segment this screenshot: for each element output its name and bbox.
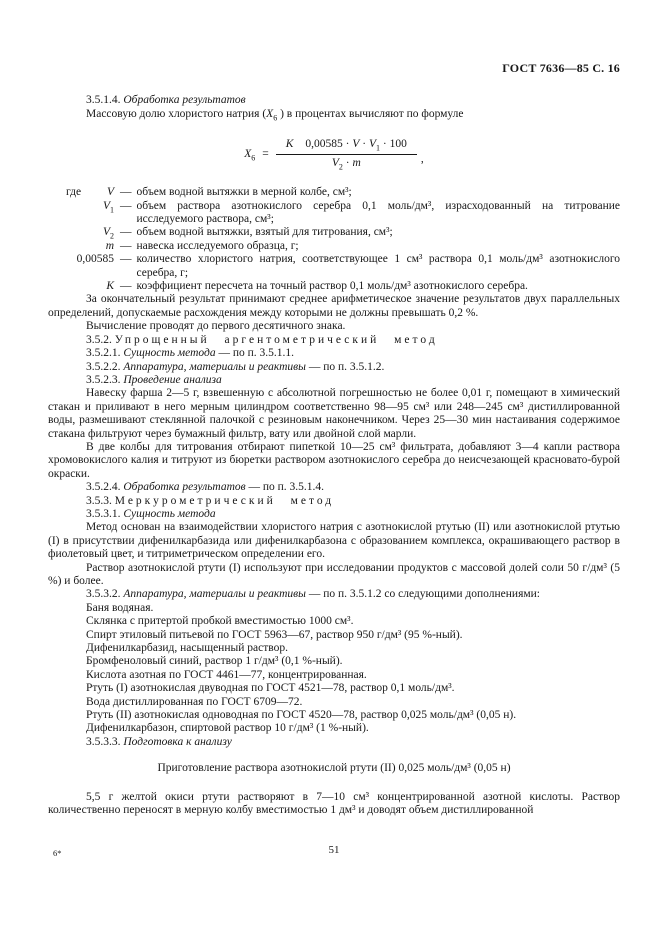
where-row [48, 240, 620, 253]
reagent-line: Дифенилкарбазон, спиртовой раствор 10 г/дм³ (1 %-ный). [86, 722, 369, 735]
section-suffix: — по п. 3.5.1.2 со следующими дополнениями: [305, 588, 540, 601]
paragraph-final-result: За окончательный результат принимают среднее арифметическое значение результатов двух параллельных определений, допускаемые расхождения между которыми не должны превышать 0,2 %. [48, 293, 620, 319]
formula [48, 134, 620, 174]
where-dash: — [120, 226, 132, 239]
reagent-line: Вода дистиллированная по ГОСТ 6709—72. [86, 695, 303, 708]
where-dash: — [120, 199, 132, 212]
where-term: $V_2$ [102, 226, 114, 241]
where-row [48, 200, 620, 227]
paragraph-rastvor: Раствор азотнокислой ртути (I) используют при исследовании продуктов с массовой долей соли 50 г/дм³ (5 %) и более. [48, 561, 620, 587]
where-row [48, 186, 620, 199]
section-3-5-2-4-heading [48, 481, 620, 494]
reagent-line: Склянка с притертой пробкой вместимостью 1000 см³. [86, 615, 354, 628]
section-number: 3.5.2.1. [86, 347, 121, 360]
numerator-100: · 100 [380, 138, 407, 151]
numerator-v1: V [369, 138, 377, 151]
section-suffix: — по п. 3.5.1.2. [305, 360, 385, 373]
reagent-line: Ртуть (I) азотнокислая двуводная по ГОСТ 4521—78, раствор 0,1 моль/дм³. [86, 682, 455, 695]
intro-post: ) в процентах вычисляют по формуле [277, 107, 464, 120]
section-title: Сущность метода [123, 347, 216, 360]
section-3-5-2-3-heading [48, 374, 620, 387]
where-dash: — [120, 239, 132, 252]
section-number: 3.5.2. [86, 333, 112, 346]
section-title: Меркурометрический метод [114, 494, 335, 507]
where-prefix: где [66, 186, 82, 199]
section-3-5-3-3-heading [48, 736, 620, 749]
where-row [48, 253, 620, 280]
reagent-line: Ртуть (II) азотнокислая одноводная по ГОСТ 4520—78, раствор 0,025 моль/дм³ (0,05 н). [86, 709, 517, 722]
section-number: 3.5.2.4. [86, 481, 121, 494]
section-title: Проведение анализа [123, 373, 222, 386]
paragraph-calculation: Вычисление проводят до первого десятичного знака. [86, 320, 346, 333]
paragraph-metod: Метод основан на взаимодействии хлористого натрия с азотнокислой ртутью (II) или азотнокислой ртутью (I) в присутствии дифенилкарбазида или дифенилкарбазона с образованием комплекса, окрашивающего раствор в фиолетовый цвет, и титриметрическом определении его. [48, 521, 620, 561]
section-3-5-2-2-heading [48, 361, 620, 374]
where-term: m [105, 239, 114, 252]
fraction [276, 138, 417, 170]
where-definition: объем раствора азотнокислого серебра 0,1 моль/дм³, израсходованный на титрование исследуемого раствора, см³; [136, 199, 620, 226]
where-definition: объем водной вытяжки, взятый для титрования, см³; [136, 226, 393, 239]
numerator-v: V [352, 138, 360, 151]
where-row [48, 226, 620, 239]
page-header [48, 0, 620, 75]
reagent-line: Бромфеноловый синий, раствор 1 г/дм³ (0,1 %-ный). [86, 655, 343, 668]
fraction-denominator [276, 155, 417, 170]
reagent-line: Дифенилкарбазид, насыщенный раствор. [86, 642, 288, 655]
where-term: 0,00585 [76, 253, 114, 266]
section-title: Аппаратура, материалы и реактивы [123, 588, 306, 601]
where-term: V [106, 186, 114, 199]
section-title: Сущность метода [123, 507, 216, 520]
page-number: 51 [328, 844, 340, 856]
section-title: Упрощенный аргентометрический метод [114, 333, 438, 346]
section-3-5-1-4-heading [48, 94, 620, 107]
section-number: 3.5.2.2. [86, 360, 121, 373]
section-3-5-3-1-heading [48, 508, 620, 521]
numerator-dot: · [359, 138, 370, 151]
paragraph-navesku: Навеску фарша 2—5 г, взвешенную с абсолютной погрешностью не более 0,01 г, помещают в химический стакан и приливают в него мерным цилиндром соответственно 98—95 см³ или 248—245 см³ дистиллированной воды, размешивают стеклянной палочкой с резиновым наконечником. Через 25—30 мин настаивания содержимое стакана фильтруют через бумажный фильтр, вату или двойной слой марли. [48, 387, 620, 440]
gost-header-text: ГОСТ 7636—85 С. 16 [502, 61, 620, 75]
section-3-5-3-2-heading [48, 588, 620, 601]
where-definition: количество хлористого натрия, соответствующее 1 см³ раствора 0,1 моль/дм³ азотнокислого серебра, г; [136, 253, 620, 279]
section-number: 3.5.3.3. [86, 735, 121, 748]
where-definition: коэффициент пересчета на точный раствор 0,1 моль/дм³ азотнокислого серебра. [136, 280, 528, 293]
section-number: 3.5.1.4. [86, 94, 121, 107]
reagent-line: Спирт этиловый питьевой по ГОСТ 5963—67, раствор 950 г/дм³ (95 %-ный). [86, 628, 463, 641]
where-dash: — [120, 280, 132, 293]
section-title: Подготовка к анализу [123, 735, 232, 748]
equals-sign: = [262, 147, 269, 160]
where-dash: — [120, 186, 132, 199]
denominator-v2-sub: 2 [338, 162, 343, 172]
formula-lhs-sub: 6 [251, 152, 256, 162]
denominator-m: m [352, 156, 361, 169]
intro-variable: X [266, 107, 274, 120]
formula-lhs [244, 148, 255, 161]
denominator-dot: · [342, 156, 353, 169]
section-3-5-2-heading [48, 334, 620, 347]
numerator-const: 0,00585 · [305, 138, 353, 151]
preparation-heading: Приготовление раствора азотнокислой ртути (II) 0,025 моль/дм³ (0,05 н) [157, 762, 511, 775]
where-row [48, 280, 620, 293]
intro-paragraph [48, 108, 620, 121]
section-suffix: — по п. 3.5.1.1. [215, 347, 295, 360]
formula-comma: , [420, 152, 424, 165]
section-3-5-3-heading [48, 495, 620, 508]
section-3-5-2-1-heading [48, 347, 620, 360]
formula-lhs-var: X [244, 147, 252, 160]
where-term: K [106, 280, 114, 293]
where-dash: — [120, 253, 132, 266]
section-title: Обработка результатов [123, 94, 246, 107]
where-term: $V_1$ [102, 199, 114, 214]
section-suffix: — по п. 3.5.1.4. [245, 481, 325, 494]
section-number: 3.5.3.2. [86, 588, 121, 601]
where-list [48, 186, 620, 293]
document-body [48, 94, 620, 817]
page-footer [48, 844, 620, 857]
numerator-v1-sub: 1 [376, 143, 381, 153]
fraction-numerator [276, 138, 417, 154]
section-number: 3.5.3. [86, 494, 112, 507]
footer-signature: 6* [53, 848, 62, 858]
where-definition: объем водной вытяжки в мерной колбе, см³; [136, 186, 352, 199]
paragraph-kolby: В две колбы для титрования отбирают пипеткой 10—25 см³ фильтрата, добавляют 3—4 капли раствора хромовокислого калия и титруют из бюретки раствором азотнокислого серебра до неисчезающей красновато-бурой окраски. [48, 440, 620, 480]
denominator-v2: V [331, 156, 339, 169]
section-title: Обработка результатов [123, 481, 246, 494]
numerator-k: K [285, 138, 294, 151]
section-title: Аппаратура, материалы и реактивы [123, 360, 306, 373]
paragraph-preparation: 5,5 г желтой окиси ртути растворяют в 7—10 см³ концентрированной азотной кислоты. Раствор количественно переносят в мерную колбу вместимостью 1 дм³ и доводят объем дистиллированной [48, 790, 620, 817]
section-number: 3.5.3.1. [86, 507, 121, 520]
intro-pre: Массовую долю хлористого натрия ( [86, 107, 267, 120]
intro-variable-sub: 6 [273, 113, 278, 123]
where-definition: навеска исследуемого образца, г; [136, 239, 299, 252]
reagent-line: Баня водяная. [86, 601, 154, 614]
reagent-line: Кислота азотная по ГОСТ 4461—77, концентрированная. [86, 668, 367, 681]
section-number: 3.5.2.3. [86, 373, 121, 386]
